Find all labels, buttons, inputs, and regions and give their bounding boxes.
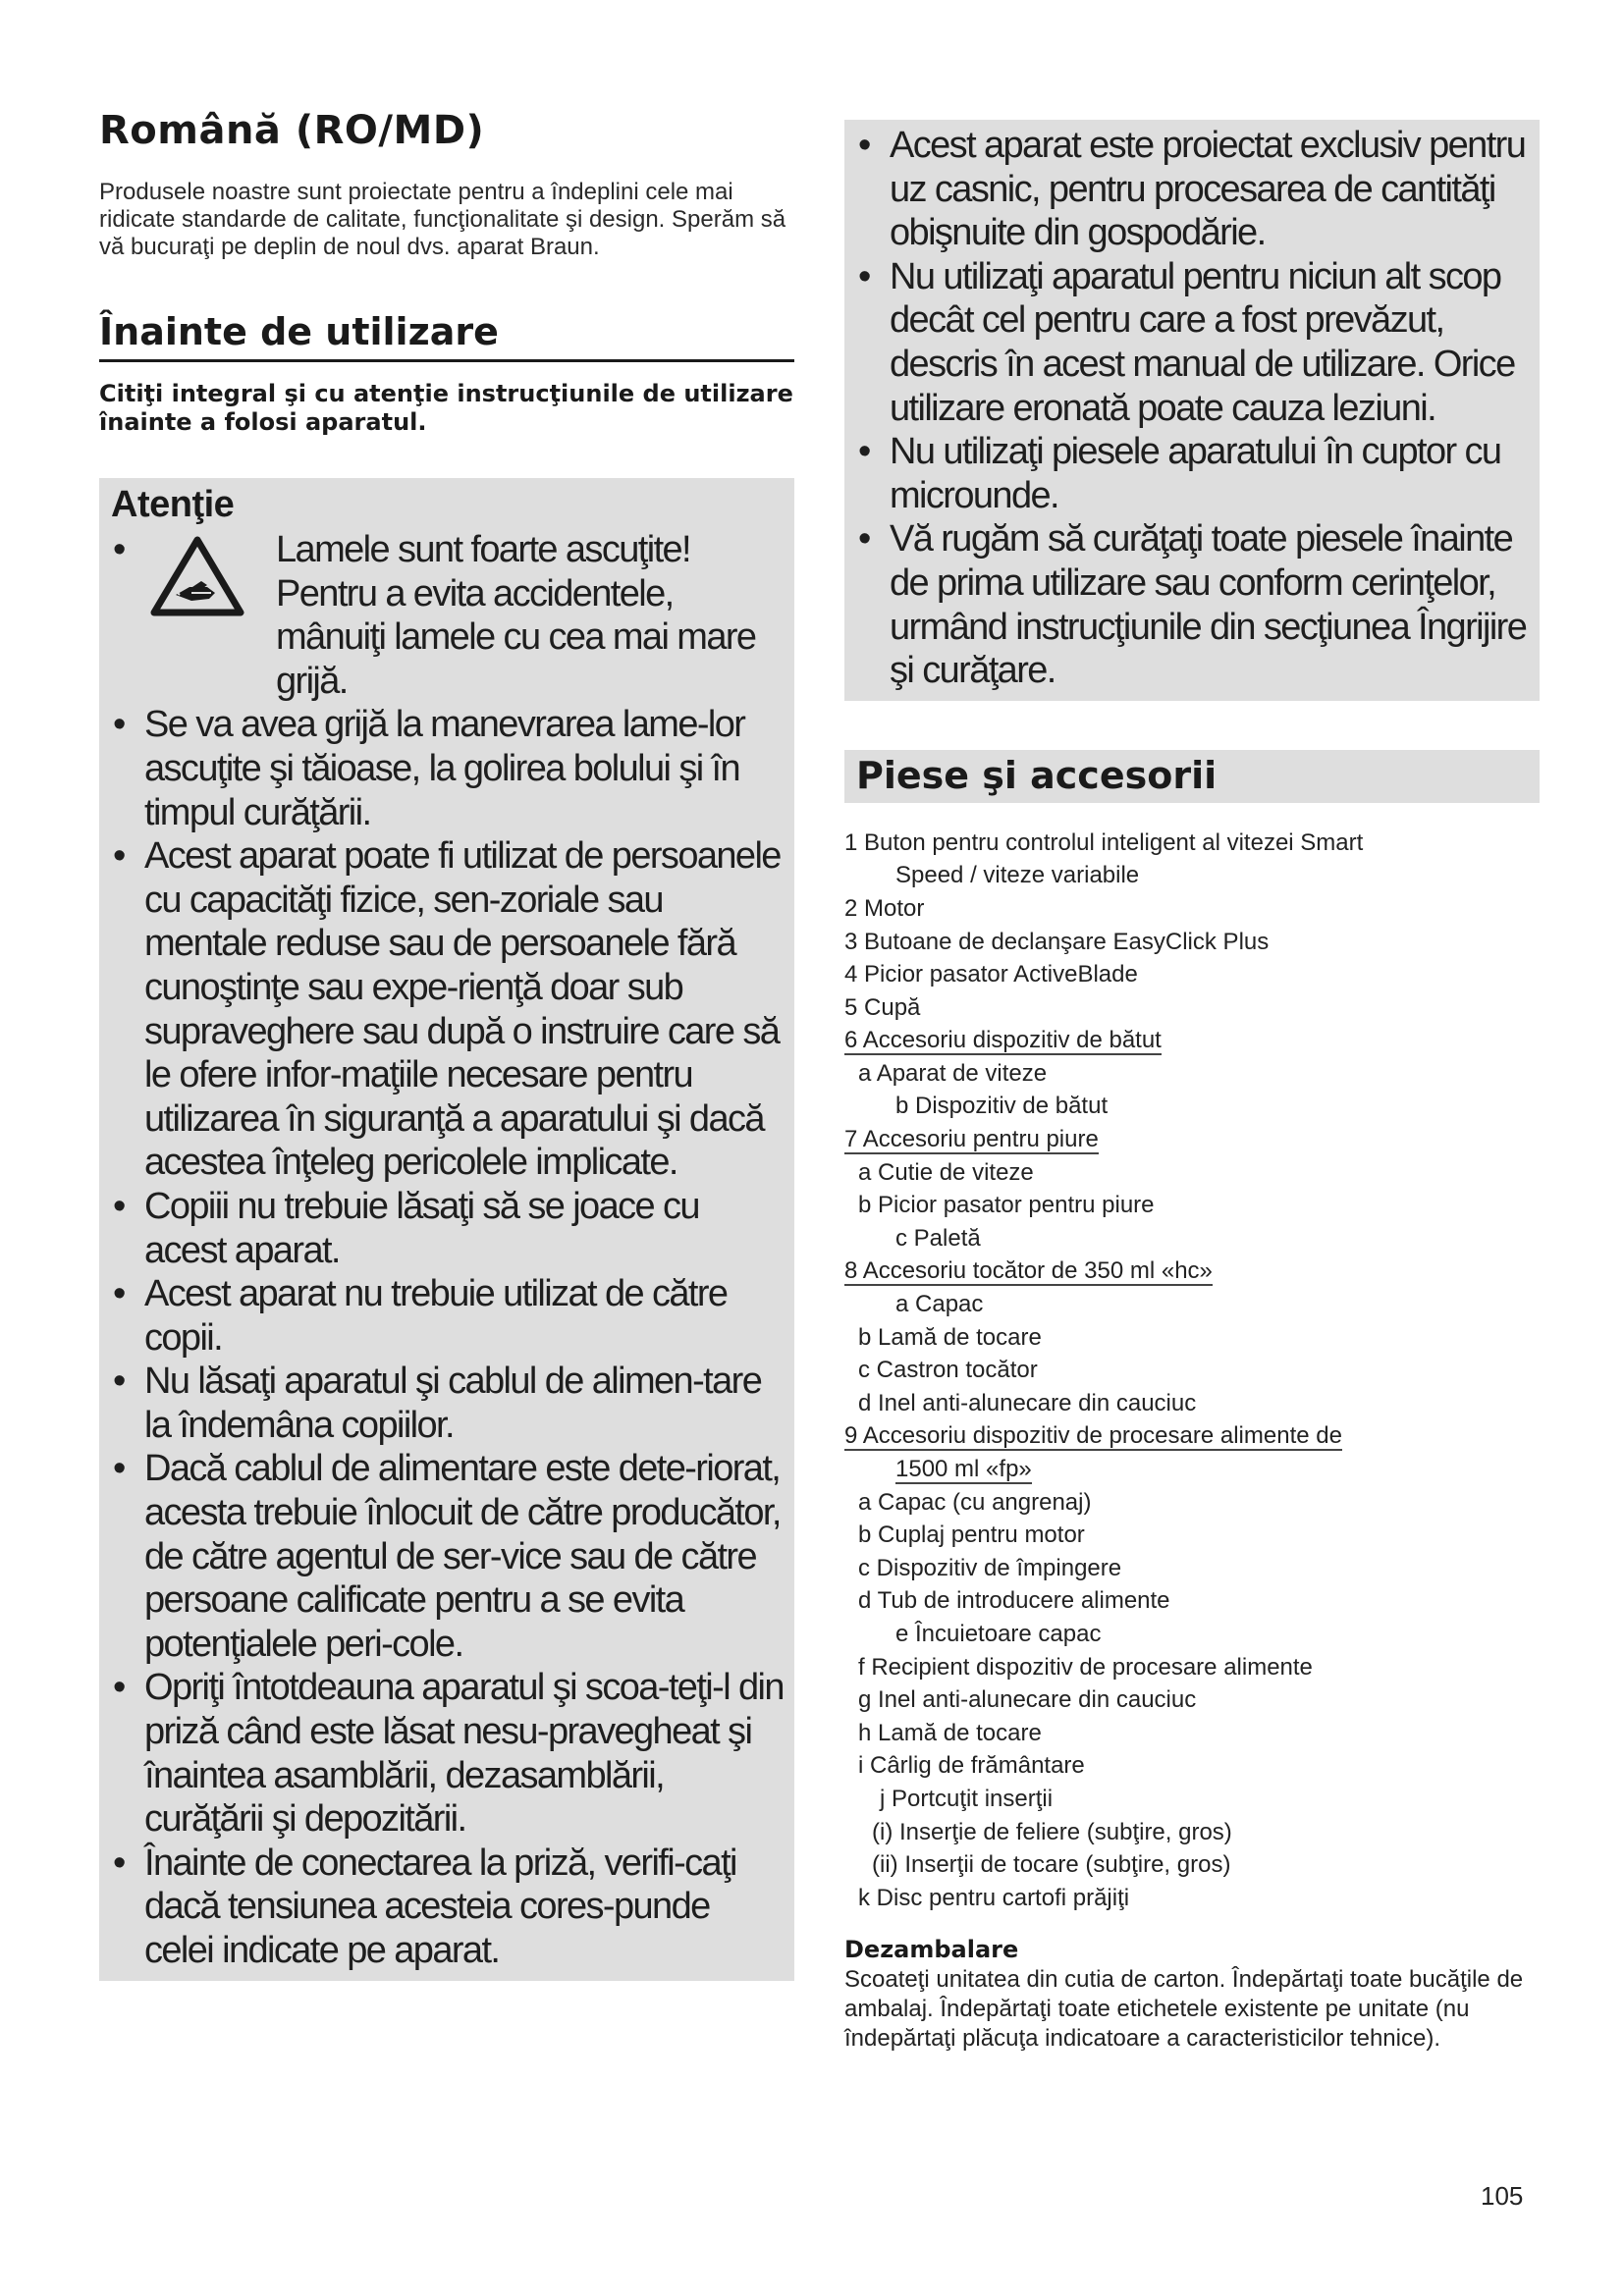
- parts-item-text: c Castron tocător: [858, 1357, 1038, 1384]
- parts-item-text: c Paletă: [895, 1224, 981, 1252]
- parts-item-text: 9 Accesoriu dispozitiv de procesare alimente de: [844, 1422, 1342, 1450]
- parts-item-text: a Capac: [895, 1291, 984, 1318]
- parts-list-item: [844, 1816, 1540, 1849]
- intro-paragraph: Produsele noastre sunt proiectate pentru a îndeplini cele mai ridicate standarde de calitate, funcţionalitate şi design. Sperăm să vă bucuraţi pe deplin de noul dvs. aparat Braun.: [99, 179, 786, 260]
- warning-item-text: Lamele sunt foarte ascuţite! Pentru a evita accidentele, mânuiţi lamele cu cea mai mare grijă.: [276, 529, 756, 702]
- parts-item-text: 6 Accesoriu dispozitiv de bătut: [844, 1027, 1162, 1054]
- parts-item-text: 8 Accesoriu tocător de 350 ml «hc»: [844, 1257, 1213, 1285]
- parts-list-item: [844, 1387, 1540, 1420]
- parts-item-text: d Tub de introducere alimente: [858, 1587, 1170, 1615]
- parts-list-item: [844, 1354, 1540, 1387]
- warning-item: • Acest aparat poate fi utilizat de persoanele cu capacităţi fizice, sen-zoriale sau mentale reduse sau de persoanele fără cunoştinţe sau expe-rienţă doar sub supraveghere sau după o instruire care să le ofere infor-maţiile necesare pentru utilizarea în siguranţă a aparatului şi dacă acestea înţeleg pericolele implicate.: [111, 834, 785, 1185]
- safety-list: [856, 124, 1530, 693]
- safety-item: • Acest aparat este proiectat exclusiv pentru uz casnic, pentru procesarea de cantităţi obişnuite din gospodărie.: [856, 124, 1530, 255]
- parts-item-text: g Inel anti-alunecare din cauciuc: [858, 1686, 1197, 1714]
- right-column: [844, 120, 1540, 2054]
- parts-list-item: [844, 1749, 1540, 1783]
- parts-item-text: 4 Picior pasator ActiveBlade: [844, 961, 1138, 988]
- parts-item-text: 2 Motor: [844, 894, 925, 922]
- parts-list-item: [844, 926, 1540, 959]
- parts-item-text: 3 Butoane de declanşare EasyClick Plus: [844, 928, 1270, 955]
- parts-list-item: [844, 1321, 1540, 1355]
- read-first-note: Citiţi integral şi cu atenţie instrucţiunile de utilizare înainte a folosi aparatul.: [99, 380, 793, 436]
- parts-heading-bar: [844, 750, 1540, 803]
- parts-heading: Piese şi accesorii: [856, 753, 1218, 797]
- left-column: [99, 108, 794, 1981]
- warning-title: Atenţie: [111, 484, 235, 525]
- parts-list-item: [844, 1683, 1540, 1717]
- parts-item-text: a Cutie de viteze: [858, 1158, 1034, 1186]
- warning-item: • Opriţi întotdeauna aparatul şi scoa-teţi-l din priză când este lăsat nesu-pravegheat şi înaintea asamblării, dezasamblării, curăţării şi depozitării.: [111, 1666, 785, 1841]
- parts-list-item: [844, 1519, 1540, 1552]
- parts-list-item: [844, 1717, 1540, 1750]
- parts-list-item: [844, 859, 1540, 892]
- parts-item-text: d Inel anti-alunecare din cauciuc: [858, 1389, 1197, 1416]
- parts-list-item: [844, 1156, 1540, 1190]
- parts-list-item: [844, 1783, 1540, 1816]
- parts-list-item: [844, 1882, 1540, 1915]
- parts-item-text: c Dispozitiv de împingere: [858, 1554, 1122, 1581]
- warning-item: • Înainte de conectarea la priză, verifi-caţi dacă tensiunea acesteia cores-punde celei indicate pe aparat.: [111, 1842, 785, 1973]
- warning-item: • Nu lăsaţi aparatul şi cablul de alimen-tare la îndemâna copiilor.: [111, 1360, 785, 1447]
- warning-list: [111, 703, 785, 1972]
- parts-item-text: 5 Cupă: [844, 993, 921, 1021]
- parts-list-item: [844, 1552, 1540, 1585]
- section-heading: Înainte de utilizare: [99, 310, 794, 362]
- parts-list-item: [844, 1255, 1540, 1288]
- parts-item-text: b Lamă de tocare: [858, 1323, 1042, 1351]
- parts-item-text: k Disc pentru cartofi prăjiţi: [858, 1884, 1130, 1911]
- parts-list-item: [844, 991, 1540, 1025]
- parts-list: [844, 827, 1540, 1915]
- parts-list-item: [844, 1584, 1540, 1618]
- parts-list-item: [844, 1123, 1540, 1156]
- parts-item-text: b Cuplaj pentru motor: [858, 1522, 1085, 1549]
- warning-box: [99, 478, 794, 1981]
- parts-item-text: i Cârlig de frământare: [858, 1752, 1085, 1780]
- parts-list-item: [844, 1024, 1540, 1057]
- parts-list-item: [844, 1189, 1540, 1222]
- parts-item-text: f Recipient dispozitiv de procesare alimente: [858, 1653, 1313, 1681]
- safety-box: [844, 120, 1540, 701]
- parts-item-text: (i) Inserţie de feliere (subţire, gros): [872, 1818, 1232, 1845]
- parts-item-text: h Lamă de tocare: [858, 1719, 1042, 1746]
- safety-item: • Vă rugăm să curăţaţi toate piesele înainte de prima utilizare sau conform cerinţelor, urmând instrucţiunile din secţiunea Îngrijire şi curăţare.: [856, 517, 1530, 692]
- parts-list-item: [844, 1453, 1540, 1486]
- parts-item-text: b Picior pasator pentru piure: [858, 1192, 1155, 1219]
- warning-item: • Acest aparat nu trebuie utilizat de către copii.: [111, 1272, 785, 1360]
- parts-list-item: [844, 1486, 1540, 1520]
- parts-list-item: [844, 1419, 1540, 1453]
- parts-list-item: [844, 892, 1540, 926]
- warning-item-blades: • Lamele sunt foarte ascuţite! Pentru a evita accidentele, mânuiţi lamele cu cea mai mare grijă.: [113, 529, 756, 702]
- parts-item-text: a Capac (cu angrenaj): [858, 1488, 1092, 1516]
- parts-list-item: [844, 1222, 1540, 1255]
- parts-list-item: [844, 1288, 1540, 1321]
- safety-item: • Nu utilizaţi aparatul pentru niciun alt scop decât cel pentru care a fost prevăzut, descris în acest manual de utilizare. Orice utilizare eronată poate cauza leziuni.: [856, 255, 1530, 430]
- parts-item-text: 7 Accesoriu pentru piure: [844, 1126, 1099, 1153]
- warning-item: • Se va avea grijă la manevrarea lame-lor ascuţite şi tăioase, la golirea bolului şi în timpul curăţării.: [111, 703, 785, 834]
- parts-item-text: j Portcuţit inserţii: [880, 1785, 1054, 1812]
- parts-list-item: [844, 827, 1540, 860]
- parts-list-item: [844, 1057, 1540, 1091]
- parts-item-text: 1 Buton pentru controlul inteligent al vitezei Smart: [844, 828, 1364, 856]
- page-number: 105: [1481, 2181, 1524, 2211]
- hand-cut-warning-icon: [150, 536, 244, 618]
- parts-item-text: e Încuietoare capac: [895, 1620, 1102, 1647]
- parts-list-item: [844, 1848, 1540, 1882]
- parts-list-item: [844, 1651, 1540, 1684]
- parts-list-item: [844, 1618, 1540, 1651]
- unpack-heading: Dezambalare: [844, 1936, 1019, 1964]
- safety-item: • Nu utilizaţi piesele aparatului în cuptor cu microunde.: [856, 430, 1530, 517]
- language-heading: Română (RO/MD): [99, 108, 485, 153]
- parts-item-text: b Dispozitiv de bătut: [895, 1093, 1109, 1120]
- warning-item: • Dacă cablul de alimentare este dete-riorat, acesta trebuie înlocuit de către producător, de către agentul de ser-vice sau de către persoane calificate pentru a se evita potenţialele peri-cole.: [111, 1447, 785, 1666]
- parts-list-item: [844, 1090, 1540, 1123]
- warning-item: • Copiii nu trebuie lăsaţi să se joace cu acest aparat.: [111, 1185, 785, 1272]
- parts-item-text: (ii) Inserţii de tocare (subţire, gros): [872, 1851, 1231, 1879]
- parts-item-text: Speed / viteze variabile: [895, 862, 1140, 889]
- parts-item-text: 1500 ml «fp»: [895, 1456, 1032, 1482]
- parts-item-text: a Aparat de viteze: [858, 1059, 1048, 1087]
- unpack-text: Scoateţi unitatea din cutia de carton. Îndepărtaţi toate bucăţile de ambalaj. Îndepărtaţi toate etichetele existente pe unitate (nu îndepărtaţi plăcuţa indicatoare a caracteristicilor tehnice).: [844, 1966, 1524, 2053]
- parts-list-item: [844, 958, 1540, 991]
